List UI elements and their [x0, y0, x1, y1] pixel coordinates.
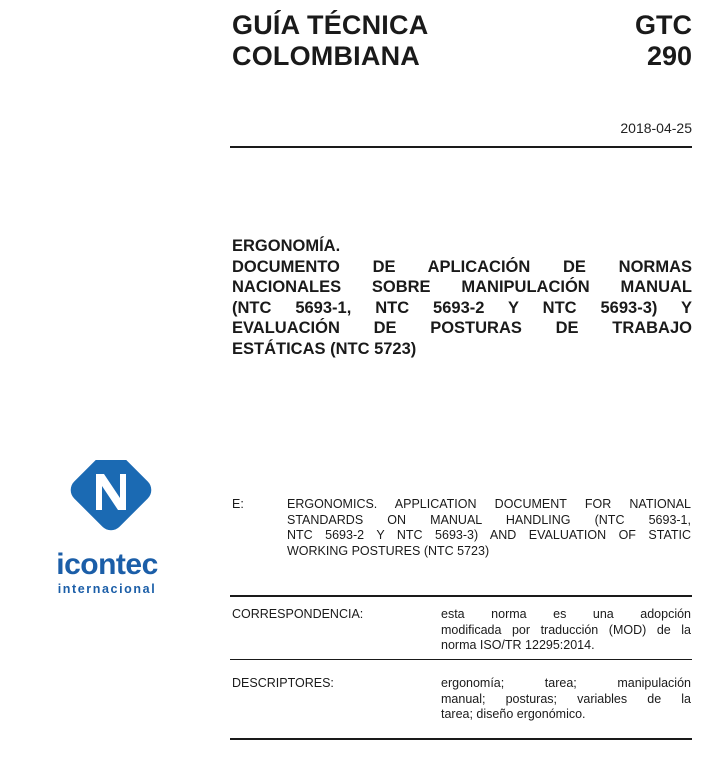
- english-title-line: WORKING POSTURES (NTC 5723): [287, 543, 490, 558]
- spanish-title-line: ESTÁTICAS (NTC 5723): [232, 339, 417, 358]
- english-title-line: STANDARDS ON MANUAL HANDLING (NTC 5693-1,: [287, 512, 691, 527]
- correspondencia-line: norma ISO/TR 12295:2014.: [441, 638, 595, 652]
- correspondencia-line: modificada por traducción (MOD) de la: [441, 622, 691, 637]
- descriptores-line: tarea; diseño ergonómico.: [441, 707, 586, 721]
- logo-wordmark: icontec: [56, 548, 158, 581]
- correspondencia-value: [441, 607, 691, 654]
- meta-bottom-divider: [230, 738, 692, 740]
- descriptores-line: ergonomía; tarea; manipulación: [441, 676, 691, 690]
- publication-date: 2018-04-25: [620, 120, 692, 136]
- english-title: [287, 497, 691, 559]
- meta-top-divider: [230, 595, 692, 597]
- spanish-title-line: DOCUMENTO DE APLICACIÓN DE NORMAS: [232, 257, 692, 276]
- correspondencia-line: esta norma es una adopción: [441, 607, 691, 621]
- correspondencia-label: CORRESPONDENCIA:: [232, 607, 364, 621]
- spanish-title-line: EVALUACIÓN DE POSTURAS DE TRABAJO: [232, 319, 692, 337]
- guide-code-line2: 290: [646, 41, 692, 71]
- spanish-title-line: (NTC 5693-1, NTC 5693-2 Y NTC 5693-3) Y: [232, 298, 692, 317]
- guide-title: [232, 10, 512, 72]
- spanish-title-line: NACIONALES SOBRE MANIPULACIÓN MANUAL: [232, 278, 692, 296]
- english-title-line: NTC 5693-2 Y NTC 5693-3) AND EVALUATION OF STATIC: [287, 528, 691, 542]
- english-title-line: ERGONOMICS. APPLICATION DOCUMENT FOR NATIONAL: [287, 497, 691, 511]
- guide-code: [572, 10, 692, 72]
- descriptores-line: manual; posturas; variables de la: [441, 691, 691, 706]
- guide-title-line2: COLOMBIANA: [232, 41, 420, 71]
- descriptores-label: DESCRIPTORES:: [232, 676, 334, 690]
- header-divider: [230, 146, 692, 148]
- spanish-title: [232, 236, 692, 359]
- spanish-title-line: ERGONOMÍA.: [232, 237, 341, 255]
- guide-title-line1: GUÍA TÉCNICA: [232, 10, 429, 40]
- guide-code-line1: GTC: [635, 10, 692, 40]
- english-language-label: E:: [232, 497, 244, 511]
- descriptores-value: [441, 676, 691, 723]
- meta-middle-divider: [230, 659, 692, 660]
- logo-subtitle: internacional: [57, 582, 157, 596]
